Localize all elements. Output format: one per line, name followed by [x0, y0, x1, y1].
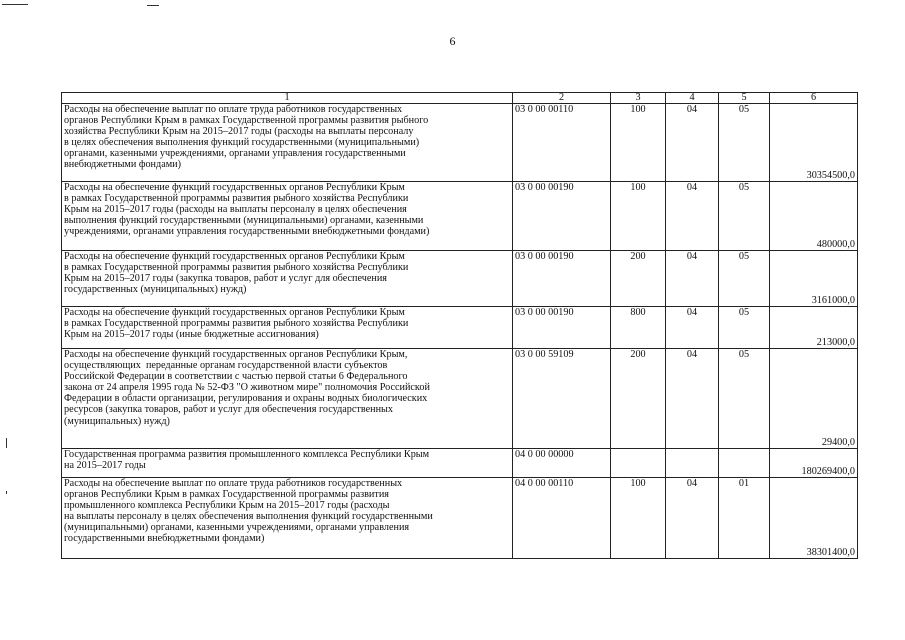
row-col5: 05: [719, 251, 770, 307]
table-row: [62, 182, 858, 251]
row-amount: 213000,0: [770, 307, 858, 349]
row-col5: [719, 449, 770, 478]
row-description: Расходы на обеспечение функций государственных органов Республики Крым, осуществляющих переданные органам государственной власти субъектов Российской Федерации в соответствии с частью первой статьи 6 Федерального закона от 24 апреля 1995 года № 52-ФЗ "О животном мире" полномочия Российской Федерации в области организации, регулирования и охраны водных биологических ресурсов (закупка товаров, работ и услуг для обеспечения государственных (муниципальных) нужд): [62, 349, 513, 449]
table-row: [62, 104, 858, 182]
row-col4: 04: [666, 349, 719, 449]
budget-allocation-table: [61, 92, 858, 559]
row-amount: 29400,0: [770, 349, 858, 449]
row-col5: 05: [719, 104, 770, 182]
row-amount: 3161000,0: [770, 251, 858, 307]
row-col5: 05: [719, 307, 770, 349]
table-row: [62, 449, 858, 478]
row-code: 03 0 00 00190: [513, 251, 611, 307]
row-amount: 480000,0: [770, 182, 858, 251]
page-number: 6: [449, 34, 456, 48]
table-row: [62, 349, 858, 449]
table-header-row: [62, 93, 858, 104]
row-amount: 180269400,0: [770, 449, 858, 478]
row-code: 03 0 00 00190: [513, 182, 611, 251]
row-col4: 04: [666, 251, 719, 307]
row-amount: 30354500,0: [770, 104, 858, 182]
table-row: [62, 478, 858, 559]
row-description: Расходы на обеспечение функций государственных органов Республики Крым в рамках Государственной программы развития рыбного хозяйства Республики Крым на 2015–2017 годы (закупка товаров, работ и услуг для обеспечения государственных (муниципальных) нужд): [62, 251, 513, 307]
row-col3: 100: [611, 478, 666, 559]
row-col4: 04: [666, 104, 719, 182]
row-description: Государственная программа развития промышленного комплекса Республики Крым на 2015–2017 годы: [62, 449, 513, 478]
scan-mark-top-left: [2, 4, 28, 5]
scan-mark-left-edge: [6, 438, 7, 448]
row-col3: 100: [611, 104, 666, 182]
row-col3: 200: [611, 349, 666, 449]
row-col4: [666, 449, 719, 478]
row-col5: 05: [719, 182, 770, 251]
table-row: [62, 251, 858, 307]
header-col-1: 1: [62, 93, 513, 104]
row-description: Расходы на обеспечение функций государственных органов Республики Крым в рамках Государственной программы развития рыбного хозяйства Республики Крым на 2015–2017 годы (иные бюджетные ассигнования): [62, 307, 513, 349]
scan-mark-top-center: [147, 5, 159, 6]
row-col4: 04: [666, 478, 719, 559]
scan-mark-left-dot: [6, 491, 7, 494]
header-col-6: 6: [770, 93, 858, 104]
row-amount: 38301400,0: [770, 478, 858, 559]
row-code: 04 0 00 00110: [513, 478, 611, 559]
header-col-4: 4: [666, 93, 719, 104]
row-code: 03 0 00 00110: [513, 104, 611, 182]
row-description: Расходы на обеспечение выплат по оплате труда работников государственных органов Республики Крым в рамках Государственной программы развития промышленного комплекса Республики Крым на 2015–2017 годы (расходы на выплаты персоналу в целях обеспечения выполнения функций государственными (муниципальными) органами, казенными учреждениями, органами управления государственными внебюджетными фондами): [62, 478, 513, 559]
row-code: 04 0 00 00000: [513, 449, 611, 478]
header-col-2: 2: [513, 93, 611, 104]
row-col4: 04: [666, 182, 719, 251]
row-code: 03 0 00 00190: [513, 307, 611, 349]
table-row: [62, 307, 858, 349]
row-col3: 200: [611, 251, 666, 307]
row-col5: 01: [719, 478, 770, 559]
row-description: Расходы на обеспечение выплат по оплате труда работников государственных органов Республики Крым в рамках Государственной программы развития рыбного хозяйства Республики Крым на 2015–2017 годы (расходы на выплаты персоналу в целях обеспечения выполнения функций государственными (муниципальными) органами, казенными учреждениями, органами управления государственными внебюджетными фондами): [62, 104, 513, 182]
header-col-5: 5: [719, 93, 770, 104]
row-col5: 05: [719, 349, 770, 449]
row-col3: [611, 449, 666, 478]
row-code: 03 0 00 59109: [513, 349, 611, 449]
row-col3: 800: [611, 307, 666, 349]
row-col4: 04: [666, 307, 719, 349]
row-col3: 100: [611, 182, 666, 251]
header-col-3: 3: [611, 93, 666, 104]
row-description: Расходы на обеспечение функций государственных органов Республики Крым в рамках Государственной программы развития рыбного хозяйства Республики Крым на 2015–2017 годы (расходы на выплаты персоналу в целях обеспечения выполнения функций государственными (муниципальными) органами, казенными учреждениями, органами управления государственными внебюджетными фондами): [62, 182, 513, 251]
